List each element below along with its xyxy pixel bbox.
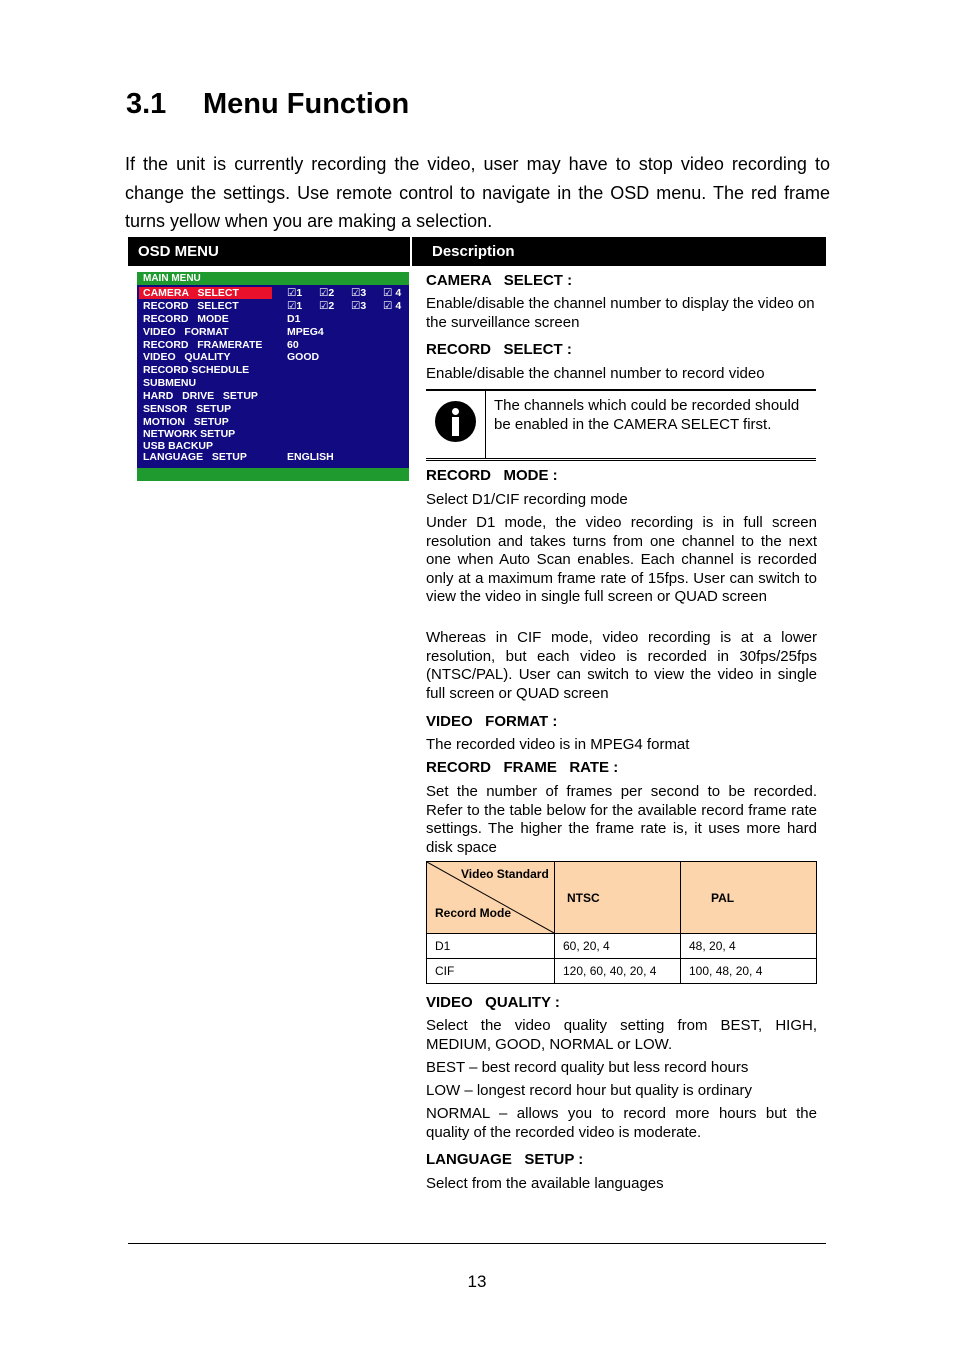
cell-pal: 48, 20, 4 xyxy=(681,934,817,959)
col-pal: PAL xyxy=(681,862,817,934)
osd-row-value: GOOD xyxy=(287,351,320,363)
checkbox-icon: ☑ 4 xyxy=(383,287,402,299)
osd-row-video-quality[interactable] xyxy=(137,351,409,363)
frame-rate-table-header xyxy=(427,862,817,934)
checkbox-icon: ☑2 xyxy=(319,300,335,312)
video-quality-p2: BEST – best record quality but less record hours xyxy=(426,1059,749,1076)
corner-record-mode: Record Mode xyxy=(435,906,512,920)
osd-row-value: 60 xyxy=(287,339,299,351)
intro-paragraph: If the unit is currently recording the video, user may have to stop video recording to change the settings. Use remote control to navigate in the OSD menu. The red frame turns yellow when you are making a selection. xyxy=(125,154,830,231)
checkbox-icon: ☑3 xyxy=(351,300,367,312)
osd-row-label: USB BACKUP xyxy=(143,440,214,452)
osd-row-label: NETWORK SETUP xyxy=(143,428,236,440)
col-ntsc: NTSC xyxy=(555,862,681,934)
osd-bottom-bar xyxy=(137,468,409,481)
corner-video-standard: Video Standard xyxy=(461,867,549,881)
note-divider xyxy=(485,391,486,458)
osd-row-label: LANGUAGE SETUP xyxy=(143,451,247,463)
note-box xyxy=(426,389,816,461)
video-format-text: The recorded video is in MPEG4 format xyxy=(426,736,690,753)
osd-row-language-setup[interactable] xyxy=(137,451,409,463)
checkbox-icon: ☑3 xyxy=(351,287,367,299)
osd-row-record-schedule[interactable] xyxy=(137,364,409,376)
osd-row-label: RECORD MODE xyxy=(143,313,229,325)
video-quality-p4: NORMAL – allows you to record more hours but the quality of the recorded video is moderate. xyxy=(426,1105,817,1141)
table-row xyxy=(427,934,817,959)
osd-row-video-format[interactable] xyxy=(137,326,409,338)
header-separator xyxy=(410,237,412,266)
checkbox-icon: ☑ 4 xyxy=(383,300,402,312)
frame-rate-table xyxy=(426,861,817,984)
record-mode-p2: Under D1 mode, the video recording is in full screen resolution and takes turns from one channel to the next one when Auto Scan enables. Each channel is recorded only at a maximum frame rate of 15fps. User can switch to view the video in single full screen or QUAD screen xyxy=(426,514,817,605)
osd-row-submenu[interactable] xyxy=(137,377,409,389)
osd-row-value: D1 xyxy=(287,313,301,325)
osd-row-hard-drive-setup[interactable] xyxy=(137,390,409,402)
osd-row-camera-select[interactable] xyxy=(137,287,409,299)
language-setup-text: Select from the available languages xyxy=(426,1175,664,1192)
video-quality-p1: Select the video quality setting from BEST, HIGH, MEDIUM, GOOD, NORMAL or LOW. xyxy=(426,1017,817,1053)
note-text: The channels which could be recorded should be enabled in the CAMERA SELECT first. xyxy=(494,397,800,433)
table-corner-cell xyxy=(427,862,555,934)
record-mode-heading: RECORD MODE : xyxy=(426,467,558,484)
osd-row-record-select[interactable] xyxy=(137,300,409,312)
record-select-heading: RECORD SELECT : xyxy=(426,341,572,358)
checkbox-icon: ☑1 xyxy=(287,287,303,299)
col-osd-menu: OSD MENU xyxy=(138,243,219,260)
footer-rule xyxy=(128,1243,826,1244)
col-description: Description xyxy=(432,243,515,260)
osd-row-value: MPEG4 xyxy=(287,326,324,338)
osd-row-label: RECORD FRAMERATE xyxy=(143,339,263,351)
language-setup-heading: LANGUAGE SETUP : xyxy=(426,1151,584,1168)
osd-row-sensor-setup[interactable] xyxy=(137,403,409,415)
osd-row-label: CAMERA SELECT xyxy=(143,287,239,299)
osd-row-label: RECORD SCHEDULE xyxy=(143,364,250,376)
cell-pal: 100, 48, 20, 4 xyxy=(681,959,817,984)
video-quality-p3: LOW – longest record hour but quality is ordinary xyxy=(426,1082,752,1099)
record-mode-p3: Whereas in CIF mode, video recording is at a lower resolution, but each video is recorded in 30fps/25fps (NTSC/PAL). User can switch to view the video in single full screen or QUAD screen xyxy=(426,629,817,702)
cell-mode: D1 xyxy=(427,934,555,959)
osd-row-label: RECORD SELECT xyxy=(143,300,239,312)
camera-select-text: Enable/disable the channel number to display the video on the surveillance screen xyxy=(426,295,815,331)
record-mode-p1: Select D1/CIF recording mode xyxy=(426,491,628,508)
osd-row-label: SENSOR SETUP xyxy=(143,403,232,415)
record-frame-rate-heading: RECORD FRAME RATE : xyxy=(426,759,619,776)
osd-row-value: ENGLISH xyxy=(287,451,334,463)
osd-row-label: MOTION SETUP xyxy=(143,416,229,428)
section-number: 3.1 xyxy=(126,88,167,120)
record-frame-rate-text: Set the number of frames per second to be recorded. Refer to the table below for the available record frame rate settings. The higher the frame rate is, it uses more hard disk space xyxy=(426,783,817,856)
osd-row-record-framerate[interactable] xyxy=(137,339,409,351)
page-number: 13 xyxy=(467,1272,487,1291)
video-quality-heading: VIDEO QUALITY : xyxy=(426,994,560,1011)
osd-row-label: SUBMENU xyxy=(143,377,197,389)
osd-row-motion-setup[interactable] xyxy=(137,416,409,428)
cell-ntsc: 120, 60, 40, 20, 4 xyxy=(555,959,681,984)
video-format-heading: VIDEO FORMAT : xyxy=(426,713,558,730)
osd-row-label: VIDEO FORMAT xyxy=(143,326,229,338)
camera-select-heading: CAMERA SELECT : xyxy=(426,272,573,289)
table-header xyxy=(128,237,826,266)
record-select-text: Enable/disable the channel number to record video xyxy=(426,365,765,382)
section-heading: Menu Function xyxy=(203,88,410,120)
cell-ntsc: 60, 20, 4 xyxy=(555,934,681,959)
osd-title: MAIN MENU xyxy=(143,273,201,284)
osd-row-record-mode[interactable] xyxy=(137,313,409,325)
checkbox-icon: ☑2 xyxy=(319,287,335,299)
osd-main-menu xyxy=(137,272,409,481)
osd-row-label: VIDEO QUALITY xyxy=(143,351,231,363)
osd-row-network-setup[interactable] xyxy=(137,428,409,440)
cell-mode: CIF xyxy=(427,959,555,984)
info-icon xyxy=(435,401,476,442)
checkbox-icon: ☑1 xyxy=(287,300,303,312)
table-row xyxy=(427,959,817,984)
section-title xyxy=(126,88,409,121)
osd-row-label: HARD DRIVE SETUP xyxy=(143,390,258,402)
